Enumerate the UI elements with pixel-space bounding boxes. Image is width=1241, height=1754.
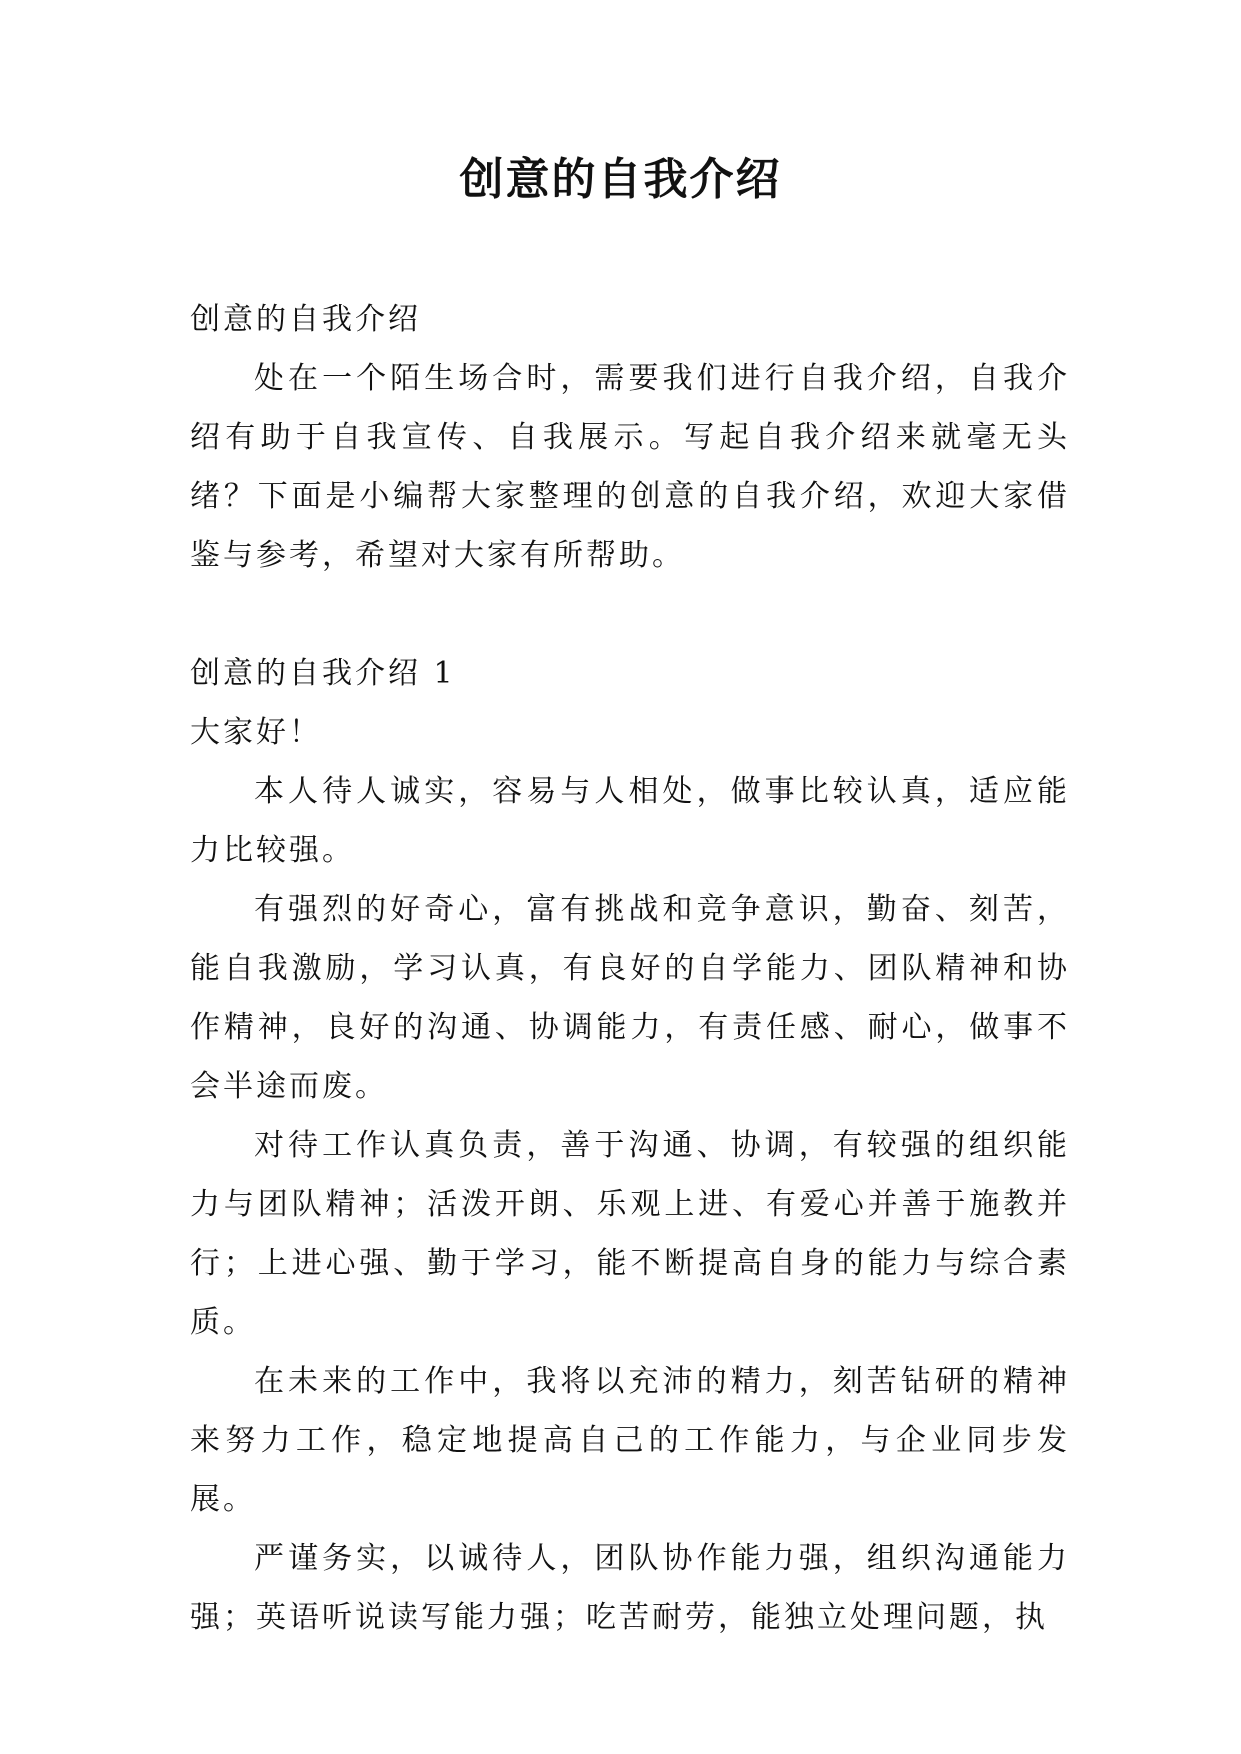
greeting: 大家好！ — [190, 715, 322, 750]
body-paragraph-4: 在未来的工作中，我将以充沛的精力，刻苦钻研的精神来努力工作，稳定地提高自己的工作能力，与企业同步发展。 — [190, 1364, 1070, 1517]
section-heading-1: 创意的自我介绍 1 — [190, 656, 456, 691]
body-paragraph-5: 严谨务实，以诚待人，团队协作能力强，组织沟通能力强；英语听说读写能力强；吃苦耐劳，能独立处理问题，执 — [190, 1541, 1070, 1635]
body-paragraph-1: 本人待人诚实，容易与人相处，做事比较认真，适应能力比较强。 — [190, 774, 1070, 868]
document-title: 创意的自我介绍 — [459, 154, 782, 205]
subtitle-heading: 创意的自我介绍 — [190, 302, 421, 337]
document-body — [190, 290, 1070, 1647]
intro-paragraph: 处在一个陌生场合时，需要我们进行自我介绍，自我介绍有助于自我宣传、自我展示。写起自我介绍来就毫无头绪？下面是小编帮大家整理的创意的自我介绍，欢迎大家借鉴与参考，希望对大家有所帮助。 — [190, 361, 1070, 573]
body-paragraph-3: 对待工作认真负责，善于沟通、协调，有较强的组织能力与团队精神；活泼开朗、乐观上进、有爱心并善于施教并行；上进心强、勤于学习，能不断提高自身的能力与综合素质。 — [190, 1128, 1070, 1340]
body-paragraph-2: 有强烈的好奇心，富有挑战和竞争意识，勤奋、刻苦，能自我激励，学习认真，有良好的自学能力、团队精神和协作精神，良好的沟通、协调能力，有责任感、耐心，做事不会半途而废。 — [190, 892, 1070, 1104]
